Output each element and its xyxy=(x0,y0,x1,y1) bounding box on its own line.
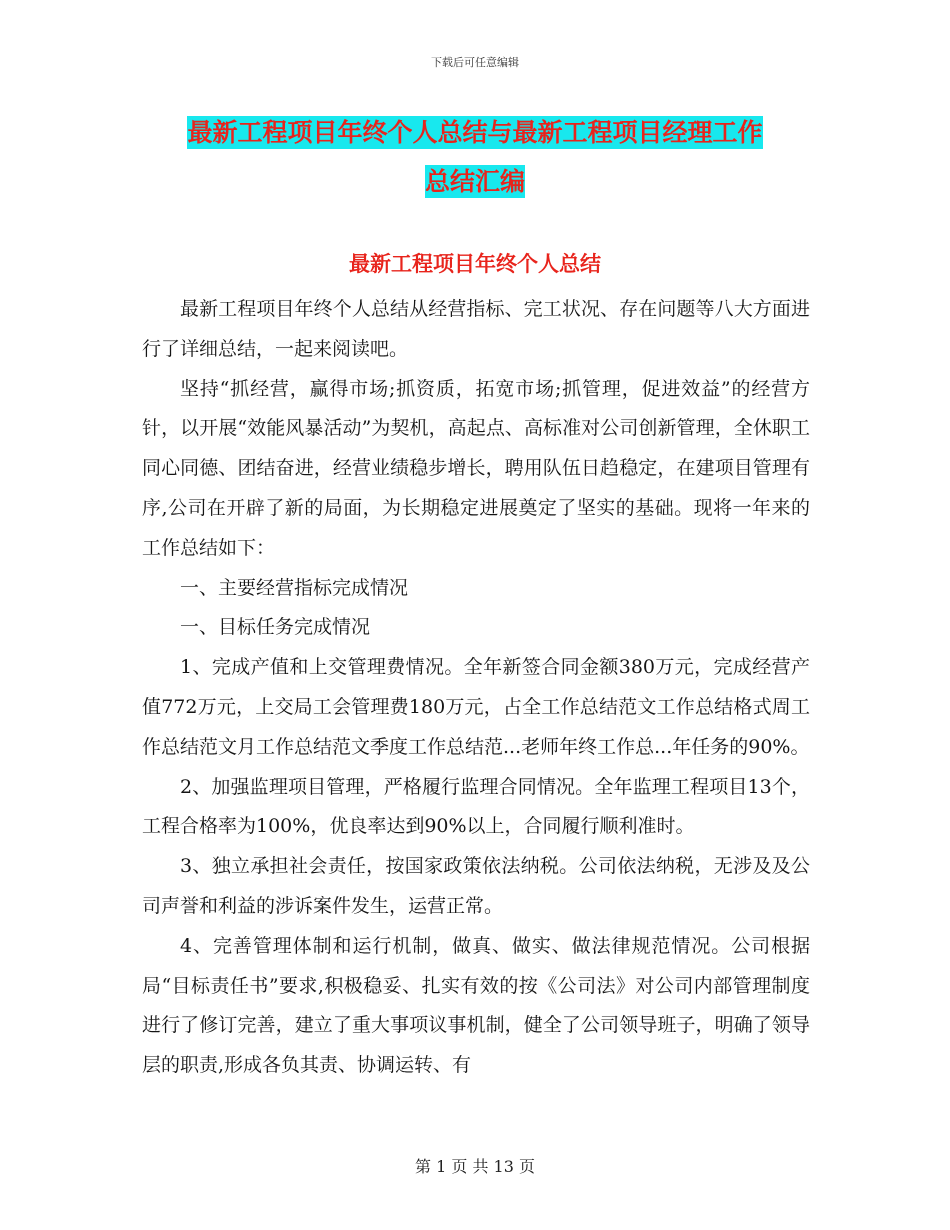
document-title-line-1: 最新工程项目年终个人总结与最新工程项目经理工作 xyxy=(187,118,763,147)
page-header-note: 下载后可任意编辑 xyxy=(431,56,519,69)
paragraph-item-1: 1、完成产值和上交管理费情况。全年新签合同金额380万元，完成经营产值772万元，上交局工会管理费180万元，占全工作总结范文工作总结格式周工作总结范文月工作总结范文季度工作总结范...老师年终工作总...年任务的90%。 xyxy=(142,656,810,758)
heading-target-tasks: 一、目标任务完成情况 xyxy=(180,616,371,639)
paragraph-item-3: 3、独立承担社会责任，按国家政策依法纳税。公司依法纳税，无涉及及公司声誉和利益的涉诉案件发生，运营正常。 xyxy=(142,855,810,917)
paragraph-item-4: 4、完善管理体制和运行机制，做真、做实、做法律规范情况。公司根据局“目标责任书”要求,积极稳妥、扎实有效的按《公司法》对公司内部管理制度进行了修订完善，建立了重大事项议事机制，健全了公司领导班子，明确了领导层的职责,形成各负其责、协调运转、有 xyxy=(142,934,810,1077)
heading-main-indicators: 一、主要经营指标完成情况 xyxy=(180,576,409,599)
document-title-line-2: 总结汇编 xyxy=(424,167,525,196)
document-body xyxy=(142,290,810,1086)
section-title: 最新工程项目年终个人总结 xyxy=(349,252,601,276)
document-title xyxy=(150,108,800,206)
paragraph-policy: 坚持“抓经营，赢得市场;抓资质，拓宽市场;抓管理，促进效益”的经营方针，以开展“效能风暴活动”为契机，高起点、高标准对公司创新管理，全休职工同心同德、团结奋进，经营业绩稳步增长，聘用队伍日趋稳定，在建项目管理有序,公司在开辟了新的局面，为长期稳定进展奠定了坚实的基础。现将一年来的工作总结如下： xyxy=(142,377,810,559)
paragraph-intro: 最新工程项目年终个人总结从经营指标、完工状况、存在问题等八大方面进行了详细总结，一起来阅读吧。 xyxy=(142,298,810,360)
page-footer-page-number: 第 1 页 共 13 页 xyxy=(415,1157,535,1176)
paragraph-item-2: 2、加强监理项目管理，严格履行监理合同情况。全年监理工程项目13个，工程合格率为100%，优良率达到90%以上，合同履行顺利准时。 xyxy=(142,775,810,838)
